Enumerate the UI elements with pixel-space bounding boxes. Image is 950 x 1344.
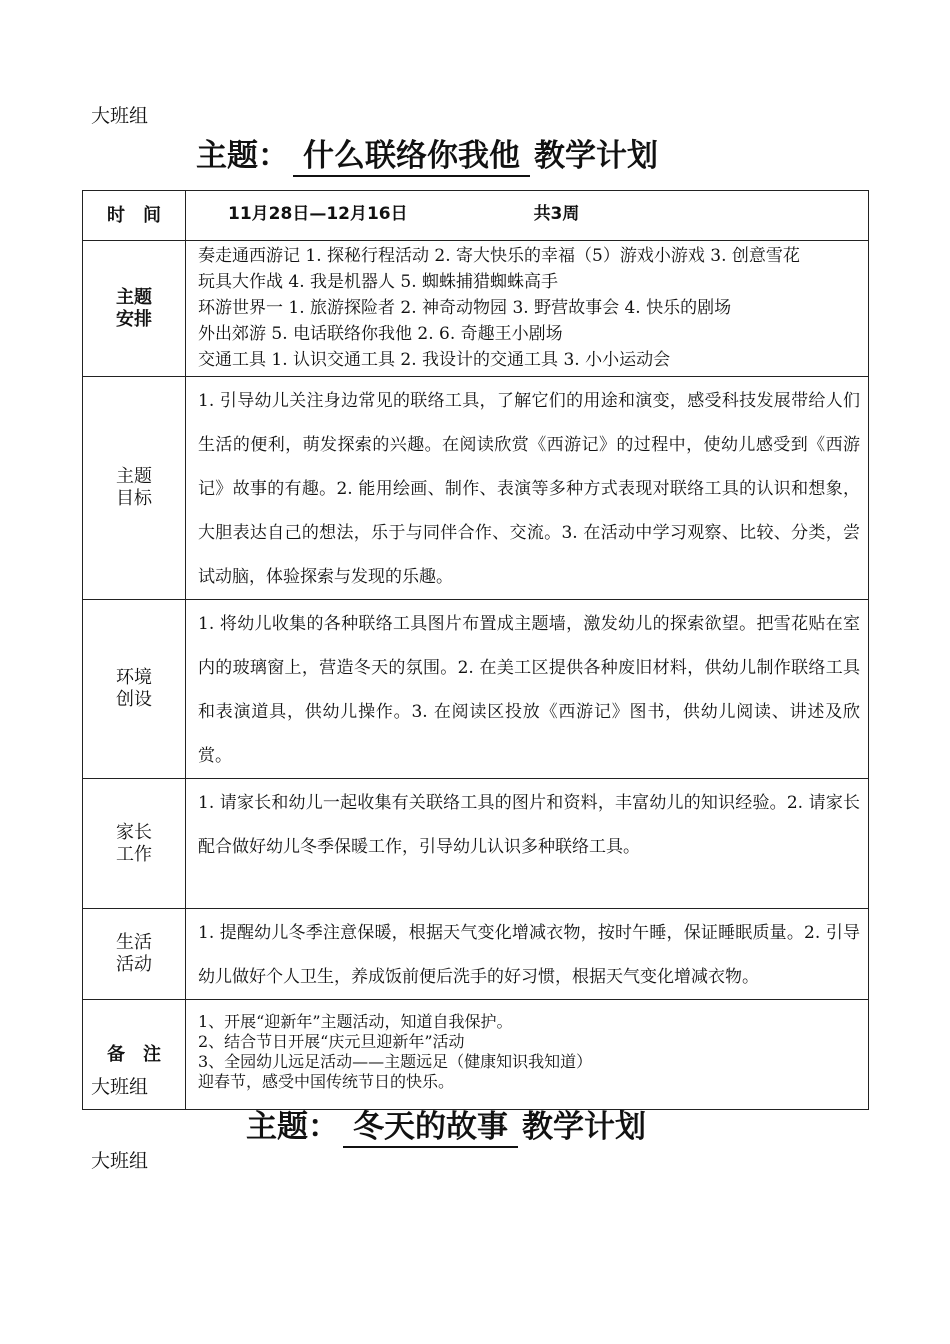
family-label: 家长工作 — [116, 821, 152, 865]
note-line: 3、全园幼儿远足活动——主题远足（健康知识我知道） — [198, 1052, 593, 1071]
goals-text: 1. 引导幼儿关注身边常见的联络工具，了解它们的用途和演变，感受科技发展带给人们生活的便利，萌发探索的兴趣。在阅读欣赏《西游记》的过程中，使幼儿感受到《西游记》故事的有趣。2. 能用绘画、制作、表演等多种方式表现对联络工具的认识和想象，大胆表达自己的想法，乐于与同伴合作、交流。3. 在活动中学习观察、比较、分类，尝试动脑，体验探索与发现的乐趣。 — [198, 391, 860, 587]
life-label-cell — [83, 909, 186, 1000]
row-life — [83, 909, 869, 1000]
env-cell — [186, 600, 869, 779]
group-label-3: 大班组 — [91, 1150, 149, 1172]
title-prefix-2: 主题： — [246, 1109, 339, 1145]
group-label-2: 大班组 — [91, 1076, 149, 1098]
notes-cell — [186, 1000, 869, 1110]
row-goals — [83, 377, 869, 600]
arrangement-line: 奏走通西游记 1. 探秘行程活动 2. 寄大快乐的幸福（5）游戏小游戏 3. 创意雪花 — [198, 246, 800, 266]
arrangement-label: 主题安排 — [116, 286, 152, 330]
arrangement-cell — [186, 241, 869, 377]
row-environment — [83, 600, 869, 779]
arrangement-line: 交通工具 1. 认识交通工具 2. 我设计的交通工具 3. 小小运动会 — [198, 350, 671, 370]
group-label-1: 大班组 — [91, 105, 149, 127]
row-time — [83, 191, 869, 241]
row-notes — [83, 1000, 869, 1110]
notes-label: 备 注 — [107, 1043, 161, 1065]
row-arrangement — [83, 241, 869, 377]
plan-title-2 — [246, 1101, 646, 1148]
env-label-cell — [83, 600, 186, 779]
plan-table — [82, 190, 869, 1110]
life-cell — [186, 909, 869, 1000]
title-prefix: 主题： — [196, 138, 289, 174]
goals-label-cell — [83, 377, 186, 600]
goals-label: 主题目标 — [116, 466, 152, 509]
family-cell — [186, 779, 869, 909]
arrangement-label-cell — [83, 241, 186, 377]
family-label-cell — [83, 779, 186, 909]
title-topic-2: 冬天的故事 — [343, 1101, 518, 1148]
plan-title-1 — [196, 130, 658, 177]
env-label: 环境创设 — [116, 667, 152, 710]
time-label: 时 间 — [107, 204, 161, 226]
title-suffix-2: 教学计划 — [522, 1109, 646, 1145]
note-line: 迎春节，感受中国传统节日的快乐。 — [198, 1072, 455, 1091]
time-label-cell — [83, 191, 186, 241]
weeks-value: 共3周 — [533, 204, 580, 224]
env-text: 1. 将幼儿收集的各种联络工具图片布置成主题墙，激发幼儿的探索欲望。把雪花贴在室内的玻璃窗上，营造冬天的氛围。2. 在美工区提供各种废旧材料，供幼儿制作联络工具和表演道具，供幼儿操作。3. 在阅读区投放《西游记》图书，供幼儿阅读、讲述及欣赏。 — [198, 614, 860, 766]
arrangement-line: 环游世界一 1. 旅游探险者 2. 神奇动物园 3. 野营故事会 4. 快乐的剧场 — [198, 298, 732, 318]
note-line: 2、结合节日开展“庆元旦迎新年”活动 — [198, 1032, 465, 1051]
family-text: 1. 请家长和幼儿一起收集有关联络工具的图片和资料，丰富幼儿的知识经验。2. 请家长配合做好幼儿冬季保暖工作，引导幼儿认识多种联络工具。 — [198, 793, 860, 857]
title-topic: 什么联络你我他 — [293, 130, 530, 177]
life-label: 生活活动 — [116, 932, 152, 975]
time-value-cell — [186, 191, 869, 241]
row-family — [83, 779, 869, 909]
life-text: 1. 提醒幼儿冬季注意保暖，根据天气变化增减衣物，按时午睡，保证睡眠质量。2. 引导幼儿做好个人卫生，养成饭前便后洗手的好习惯，根据天气变化增减衣物。 — [198, 923, 860, 987]
note-line: 1、开展“迎新年”主题活动，知道自我保护。 — [198, 1012, 513, 1031]
arrangement-line: 玩具大作战 4. 我是机器人 5. 蜘蛛捕猎蜘蛛高手 — [198, 272, 559, 292]
goals-cell — [186, 377, 869, 600]
time-value: 11月28日—12月16日 — [228, 204, 408, 224]
title-suffix: 教学计划 — [534, 138, 658, 174]
arrangement-line: 外出郊游 5. 电话联络你我他 2. 6. 奇趣王小剧场 — [198, 324, 563, 344]
